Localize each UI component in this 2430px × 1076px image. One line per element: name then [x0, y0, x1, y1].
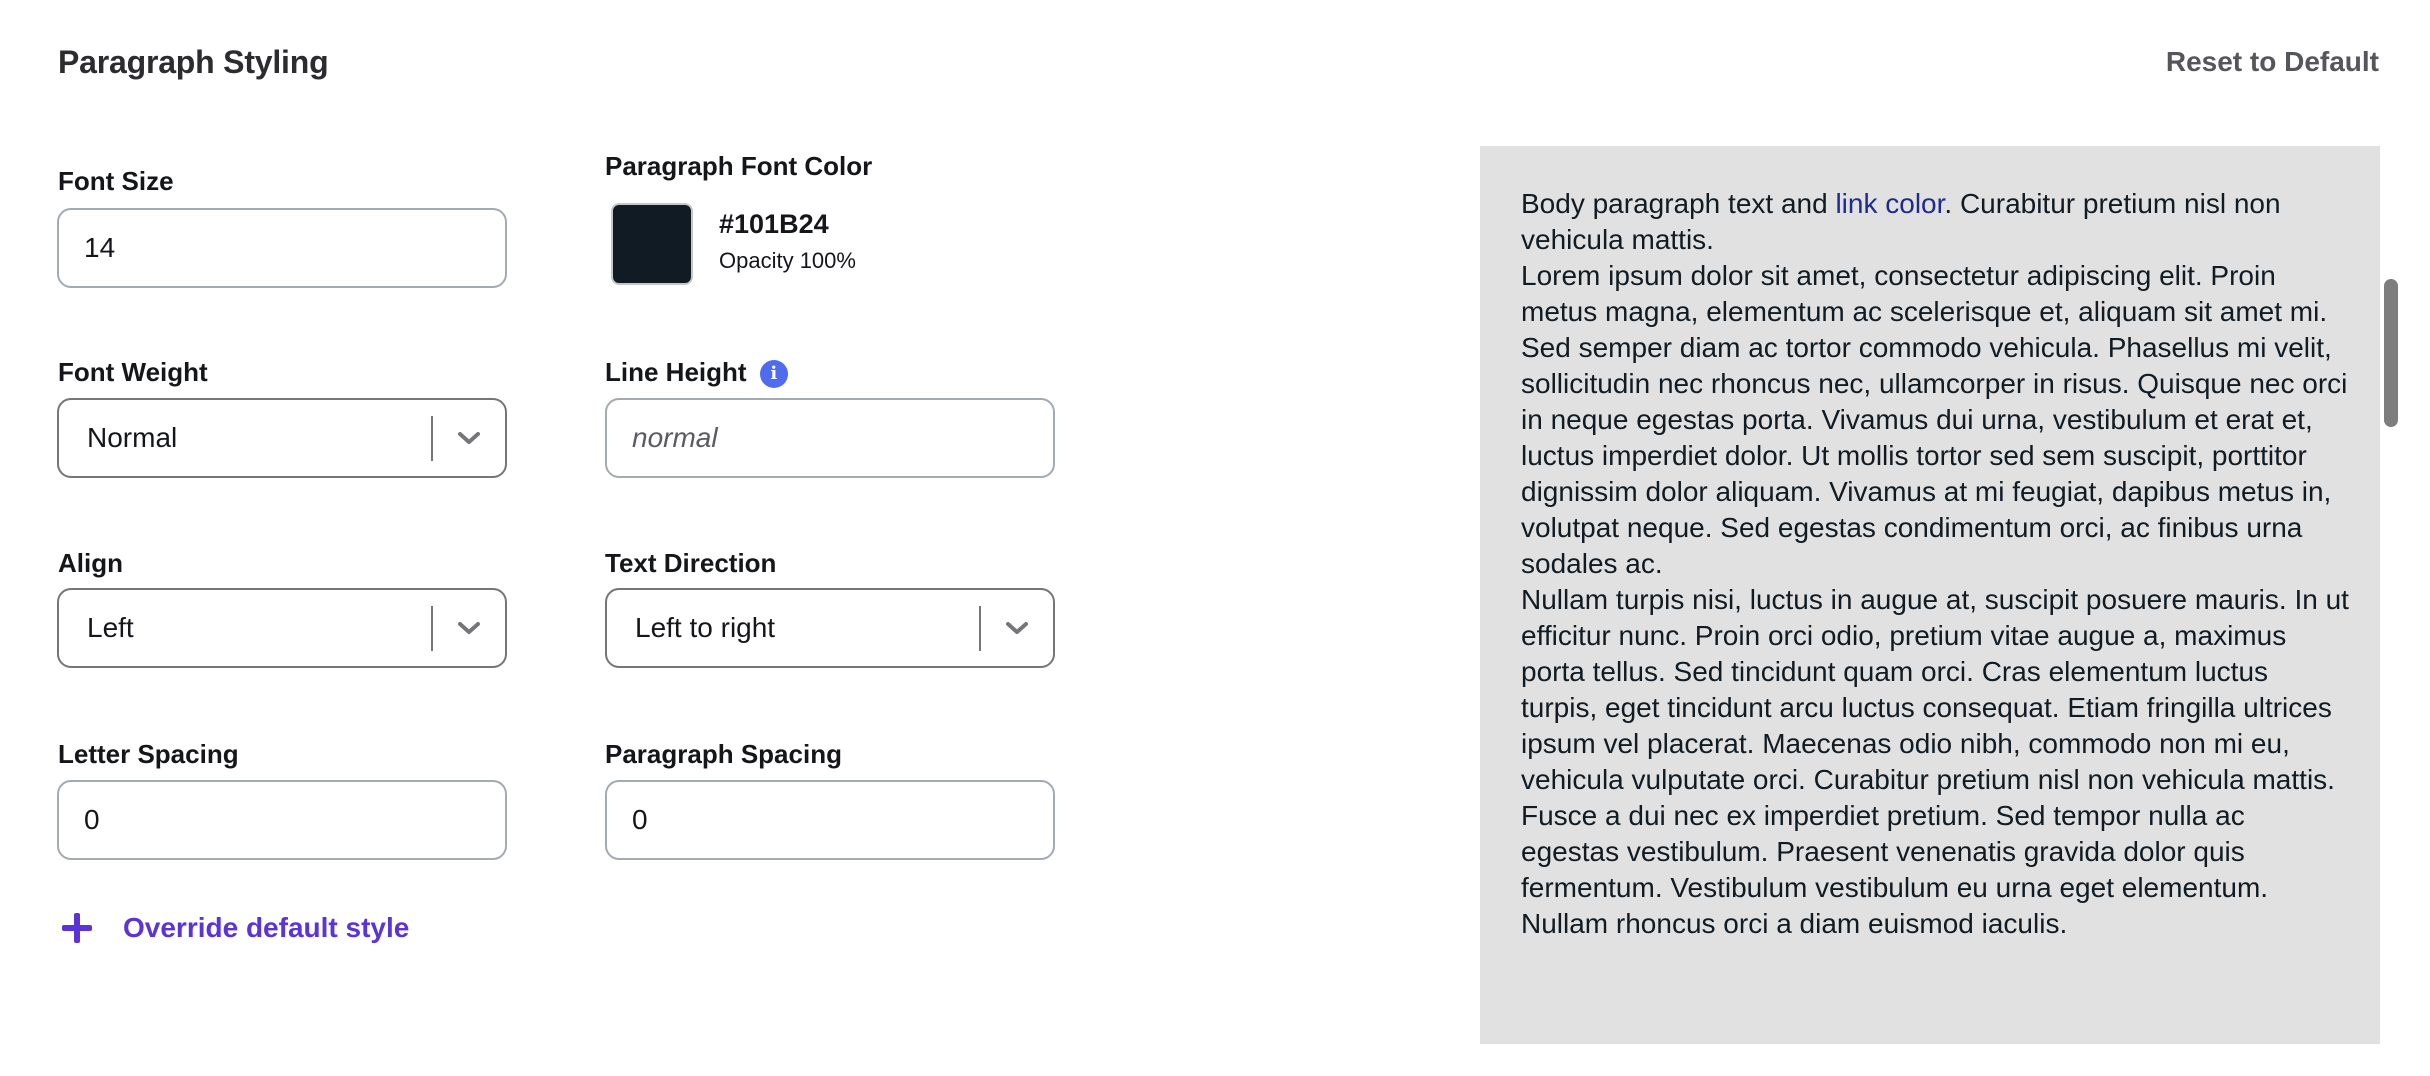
select-divider — [431, 606, 433, 651]
select-divider — [431, 416, 433, 461]
align-value: Left — [87, 612, 134, 643]
page-title: Paragraph Styling — [58, 44, 329, 80]
preview-text: Body paragraph text and — [1521, 188, 1836, 219]
line-height-placeholder: normal — [632, 422, 718, 453]
override-default-style-label: Override default style — [123, 912, 410, 943]
color-hex-value: #101B24 — [719, 209, 829, 239]
font-size-input[interactable] — [57, 208, 507, 288]
preview-scrollbar[interactable] — [2384, 279, 2398, 427]
line-height-label: Line Height — [605, 357, 747, 387]
chevron-down-icon — [455, 424, 483, 452]
line-height-input[interactable] — [605, 398, 1055, 478]
chevron-down-icon — [455, 614, 483, 642]
preview-link[interactable]: link color — [1835, 188, 1945, 219]
font-weight-label: Font Weight — [58, 357, 208, 387]
paragraph-spacing-value: 0 — [632, 804, 648, 835]
paragraph-spacing-input[interactable] — [605, 780, 1055, 860]
paragraph-spacing-label: Paragraph Spacing — [605, 739, 842, 769]
letter-spacing-value: 0 — [84, 804, 100, 835]
color-opacity-value: Opacity 100% — [719, 248, 856, 273]
paragraph-font-color-label: Paragraph Font Color — [605, 151, 873, 181]
text-direction-label: Text Direction — [605, 548, 777, 578]
info-icon[interactable]: i — [760, 360, 788, 388]
letter-spacing-input[interactable] — [57, 780, 507, 860]
chevron-down-icon — [1003, 614, 1031, 642]
reset-to-default-button[interactable]: Reset to Default — [2165, 46, 2379, 77]
align-label: Align — [58, 548, 123, 578]
override-default-style-button[interactable] — [62, 912, 409, 944]
font-weight-select[interactable] — [57, 398, 507, 478]
preview-paragraph-1 — [1521, 186, 2350, 258]
line-height-label-row — [605, 357, 788, 388]
font-size-value: 14 — [84, 232, 116, 263]
select-divider — [979, 606, 981, 651]
color-swatch[interactable] — [611, 203, 693, 285]
letter-spacing-label: Letter Spacing — [58, 739, 239, 769]
paragraph-preview-panel — [1480, 146, 2380, 1044]
preview-paragraph-3: Nullam turpis nisi, luctus in augue at, suscipit posuere mauris. In ut efficitur nunc. Proin orci odio, pretium vitae augue a, maximus porta tellus. Sed tincidunt quam orci. Cras elementum luctus turpis, eget tincidunt arcu luctus consequat. Etiam fringilla ultrices ipsum vel placerat. Maecenas odio nibh, commodo non mi eu, vehicula vulputate orci. Curabitur pretium nisl non vehicula mattis. Fusce a dui nec ex imperdiet pretium. Sed tempor nulla ac egestas vestibulum. Praesent venenatis gravida dolor quis fermentum. Vestibulum vestibulum eu urna eget elementum. Nullam rhoncus orci a diam euismod iaculis. — [1521, 584, 2349, 939]
plus-icon — [62, 913, 92, 943]
align-select[interactable] — [57, 588, 507, 668]
font-size-label: Font Size — [58, 166, 174, 196]
font-weight-value: Normal — [87, 422, 178, 453]
preview-paragraph-2: Lorem ipsum dolor sit amet, consectetur adipiscing elit. Proin metus magna, elementum ac scelerisque et, aliquam sit amet mi. Sed semper diam ac tortor commodo vehicula. Phasellus mi velit, sollicitudin nec rhoncus nec, ullamcorper in risus. Quisque nec orci in neque egestas porta. Vivamus dui urna, vestibulum et erat et, luctus imperdiet dolor. Ut mollis tortor sed sem suscipit, porttitor dignissim dolor aliquam. Vivamus at mi feugiat, dapibus metus in, volutpat neque. Sed egestas condimentum orci, ac finibus urna sodales ac. — [1521, 260, 2348, 579]
text-direction-value: Left to right — [635, 612, 776, 643]
text-direction-select[interactable] — [605, 588, 1055, 668]
preview-text: . Curabitur pretium nisl non vehicula mattis. — [1521, 188, 2281, 255]
